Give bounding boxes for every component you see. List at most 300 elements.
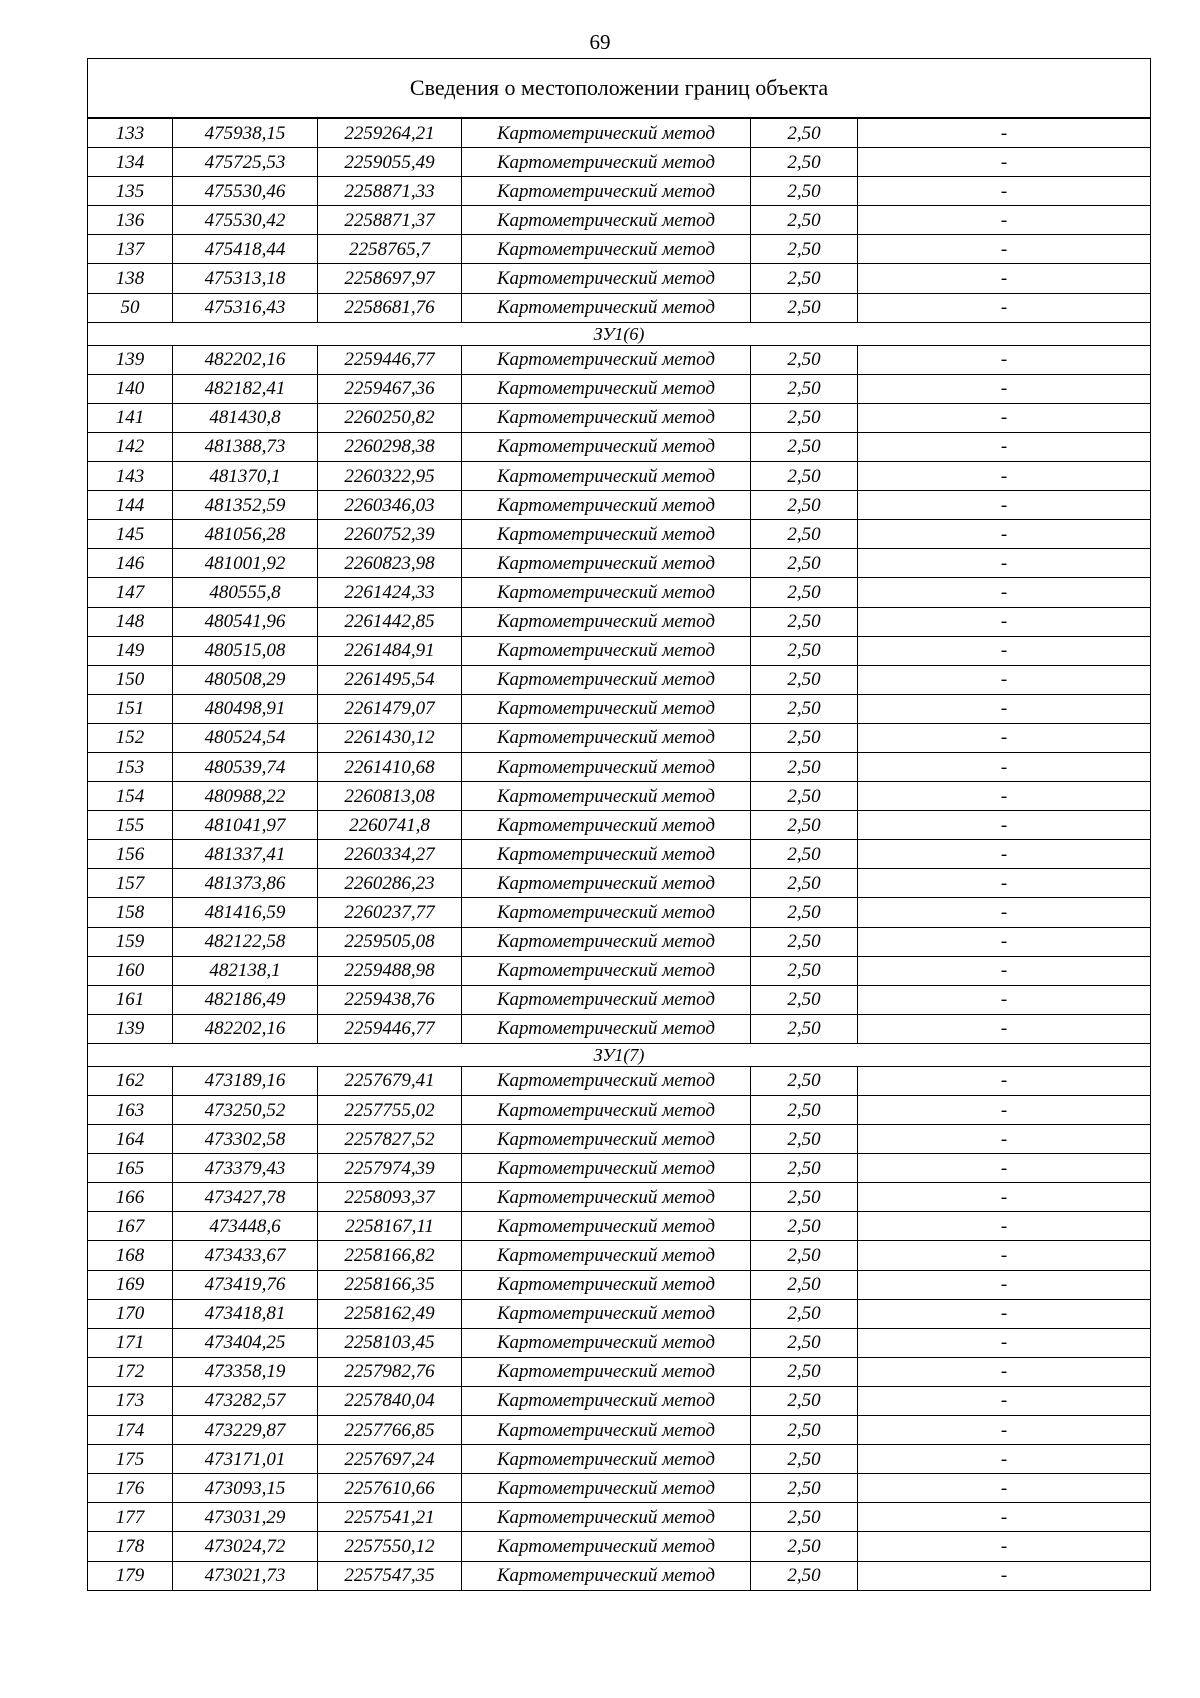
table-row [88,264,1151,293]
description-cell: - [858,1328,1151,1357]
description-cell: - [858,840,1151,869]
x-coordinate-cell: 473229,87 [173,1416,318,1445]
point-number-cell: 172 [88,1357,173,1386]
x-coordinate-cell: 482138,1 [173,956,318,985]
x-coordinate-cell: 473302,58 [173,1125,318,1154]
method-cell: Картометрический метод [462,1386,751,1415]
y-coordinate-cell: 2260298,38 [318,432,462,461]
point-number-cell: 174 [88,1416,173,1445]
x-coordinate-cell: 480988,22 [173,782,318,811]
accuracy-cell: 2,50 [751,1096,858,1125]
point-number-cell: 161 [88,985,173,1014]
x-coordinate-cell: 475938,15 [173,118,318,148]
table-row [88,374,1151,403]
y-coordinate-cell: 2258162,49 [318,1299,462,1328]
point-number-cell: 168 [88,1241,173,1270]
x-coordinate-cell: 473418,81 [173,1299,318,1328]
y-coordinate-cell: 2257827,52 [318,1125,462,1154]
method-cell: Картометрический метод [462,1416,751,1445]
method-cell: Картометрический метод [462,1014,751,1043]
accuracy-cell: 2,50 [751,403,858,432]
y-coordinate-cell: 2259446,77 [318,345,462,374]
method-cell: Картометрический метод [462,840,751,869]
x-coordinate-cell: 473282,57 [173,1386,318,1415]
y-coordinate-cell: 2260334,27 [318,840,462,869]
description-cell: - [858,636,1151,665]
table-row [88,293,1151,322]
method-cell: Картометрический метод [462,1270,751,1299]
table-row [88,148,1151,177]
y-coordinate-cell: 2260752,39 [318,520,462,549]
description-cell: - [858,1154,1151,1183]
table-row [88,235,1151,264]
point-number-cell: 137 [88,235,173,264]
description-cell: - [858,1532,1151,1561]
method-cell: Картометрический метод [462,1241,751,1270]
table-row [88,549,1151,578]
accuracy-cell: 2,50 [751,549,858,578]
x-coordinate-cell: 481388,73 [173,432,318,461]
x-coordinate-cell: 480524,54 [173,723,318,752]
point-number-cell: 140 [88,374,173,403]
method-cell: Картометрический метод [462,374,751,403]
description-cell: - [858,549,1151,578]
x-coordinate-cell: 481370,1 [173,462,318,491]
point-number-cell: 154 [88,782,173,811]
table-row [88,782,1151,811]
y-coordinate-cell: 2261442,85 [318,607,462,636]
accuracy-cell: 2,50 [751,956,858,985]
accuracy-cell: 2,50 [751,1270,858,1299]
x-coordinate-cell: 480498,91 [173,694,318,723]
method-cell: Картометрический метод [462,578,751,607]
section-label: ЗУ1(6) [88,322,1151,345]
y-coordinate-cell: 2258103,45 [318,1328,462,1357]
accuracy-cell: 2,50 [751,1014,858,1043]
table-row [88,1014,1151,1043]
accuracy-cell: 2,50 [751,723,858,752]
accuracy-cell: 2,50 [751,1125,858,1154]
accuracy-cell: 2,50 [751,1066,858,1095]
description-cell: - [858,462,1151,491]
method-cell: Картометрический метод [462,520,751,549]
table-row [88,869,1151,898]
x-coordinate-cell: 473427,78 [173,1183,318,1212]
accuracy-cell: 2,50 [751,752,858,781]
x-coordinate-cell: 480539,74 [173,752,318,781]
x-coordinate-cell: 473419,76 [173,1270,318,1299]
point-number-cell: 171 [88,1328,173,1357]
method-cell: Картометрический метод [462,345,751,374]
point-number-cell: 150 [88,665,173,694]
accuracy-cell: 2,50 [751,1386,858,1415]
method-cell: Картометрический метод [462,956,751,985]
x-coordinate-cell: 482122,58 [173,927,318,956]
accuracy-cell: 2,50 [751,1445,858,1474]
accuracy-cell: 2,50 [751,1299,858,1328]
description-cell: - [858,694,1151,723]
x-coordinate-cell: 482202,16 [173,1014,318,1043]
accuracy-cell: 2,50 [751,1532,858,1561]
y-coordinate-cell: 2257697,24 [318,1445,462,1474]
description-cell: - [858,956,1151,985]
point-number-cell: 179 [88,1561,173,1590]
accuracy-cell: 2,50 [751,811,858,840]
table-row [88,1357,1151,1386]
table-row [88,520,1151,549]
x-coordinate-cell: 475316,43 [173,293,318,322]
method-cell: Картометрический метод [462,1096,751,1125]
method-cell: Картометрический метод [462,148,751,177]
description-cell: - [858,177,1151,206]
description-cell: - [858,811,1151,840]
x-coordinate-cell: 481430,8 [173,403,318,432]
y-coordinate-cell: 2260286,23 [318,869,462,898]
y-coordinate-cell: 2257541,21 [318,1503,462,1532]
accuracy-cell: 2,50 [751,665,858,694]
method-cell: Картометрический метод [462,403,751,432]
description-cell: - [858,374,1151,403]
table-row [88,1445,1151,1474]
point-number-cell: 158 [88,898,173,927]
accuracy-cell: 2,50 [751,235,858,264]
method-cell: Картометрический метод [462,118,751,148]
y-coordinate-cell: 2260741,8 [318,811,462,840]
point-number-cell: 145 [88,520,173,549]
table-row [88,665,1151,694]
point-number-cell: 164 [88,1125,173,1154]
description-cell: - [858,985,1151,1014]
accuracy-cell: 2,50 [751,869,858,898]
accuracy-cell: 2,50 [751,264,858,293]
accuracy-cell: 2,50 [751,1561,858,1590]
accuracy-cell: 2,50 [751,118,858,148]
point-number-cell: 148 [88,607,173,636]
table-row [88,898,1151,927]
description-cell: - [858,782,1151,811]
table-row [88,1328,1151,1357]
point-number-cell: 147 [88,578,173,607]
y-coordinate-cell: 2261479,07 [318,694,462,723]
accuracy-cell: 2,50 [751,1212,858,1241]
accuracy-cell: 2,50 [751,840,858,869]
table-row [88,177,1151,206]
description-cell: - [858,1125,1151,1154]
point-number-cell: 138 [88,264,173,293]
x-coordinate-cell: 481337,41 [173,840,318,869]
y-coordinate-cell: 2258765,7 [318,235,462,264]
y-coordinate-cell: 2261410,68 [318,752,462,781]
point-number-cell: 142 [88,432,173,461]
table-row [88,1154,1151,1183]
y-coordinate-cell: 2258166,82 [318,1241,462,1270]
table-row [88,927,1151,956]
table-row [88,118,1151,148]
point-number-cell: 144 [88,491,173,520]
table-row [88,462,1151,491]
method-cell: Картометрический метод [462,1503,751,1532]
table-row [88,403,1151,432]
y-coordinate-cell: 2259264,21 [318,118,462,148]
point-number-cell: 152 [88,723,173,752]
description-cell: - [858,345,1151,374]
point-number-cell: 175 [88,1445,173,1474]
accuracy-cell: 2,50 [751,206,858,235]
y-coordinate-cell: 2260346,03 [318,491,462,520]
section-header-row [88,322,1151,345]
accuracy-cell: 2,50 [751,1183,858,1212]
y-coordinate-cell: 2258871,37 [318,206,462,235]
point-number-cell: 151 [88,694,173,723]
table-row [88,985,1151,1014]
y-coordinate-cell: 2259488,98 [318,956,462,985]
x-coordinate-cell: 480515,08 [173,636,318,665]
y-coordinate-cell: 2259446,77 [318,1014,462,1043]
page-number: 69 [589,30,611,54]
x-coordinate-cell: 475725,53 [173,148,318,177]
x-coordinate-cell: 473031,29 [173,1503,318,1532]
table-row [88,1561,1151,1590]
y-coordinate-cell: 2258681,76 [318,293,462,322]
x-coordinate-cell: 475313,18 [173,264,318,293]
description-cell: - [858,1357,1151,1386]
method-cell: Картометрический метод [462,549,751,578]
method-cell: Картометрический метод [462,782,751,811]
description-cell: - [858,403,1151,432]
x-coordinate-cell: 481041,97 [173,811,318,840]
x-coordinate-cell: 473448,6 [173,1212,318,1241]
table-row [88,345,1151,374]
y-coordinate-cell: 2257550,12 [318,1532,462,1561]
point-number-cell: 173 [88,1386,173,1415]
x-coordinate-cell: 481373,86 [173,869,318,898]
x-coordinate-cell: 473021,73 [173,1561,318,1590]
description-cell: - [858,235,1151,264]
point-number-cell: 139 [88,1014,173,1043]
description-cell: - [858,148,1151,177]
description-cell: - [858,264,1151,293]
point-number-cell: 50 [88,293,173,322]
point-number-cell: 160 [88,956,173,985]
table-row [88,1532,1151,1561]
description-cell: - [858,1014,1151,1043]
description-cell: - [858,1270,1151,1299]
method-cell: Картометрический метод [462,264,751,293]
method-cell: Картометрический метод [462,1445,751,1474]
accuracy-cell: 2,50 [751,1503,858,1532]
table-row [88,578,1151,607]
y-coordinate-cell: 2261424,33 [318,578,462,607]
y-coordinate-cell: 2258093,37 [318,1183,462,1212]
table-row [88,723,1151,752]
x-coordinate-cell: 473358,19 [173,1357,318,1386]
x-coordinate-cell: 481416,59 [173,898,318,927]
point-number-cell: 149 [88,636,173,665]
method-cell: Картометрический метод [462,811,751,840]
point-number-cell: 159 [88,927,173,956]
point-number-cell: 134 [88,148,173,177]
accuracy-cell: 2,50 [751,345,858,374]
description-cell: - [858,1561,1151,1590]
y-coordinate-cell: 2257547,35 [318,1561,462,1590]
x-coordinate-cell: 480508,29 [173,665,318,694]
accuracy-cell: 2,50 [751,520,858,549]
y-coordinate-cell: 2259055,49 [318,148,462,177]
accuracy-cell: 2,50 [751,491,858,520]
method-cell: Картометрический метод [462,1125,751,1154]
y-coordinate-cell: 2260322,95 [318,462,462,491]
accuracy-cell: 2,50 [751,694,858,723]
method-cell: Картометрический метод [462,927,751,956]
table-row [88,1125,1151,1154]
x-coordinate-cell: 473250,52 [173,1096,318,1125]
accuracy-cell: 2,50 [751,148,858,177]
method-cell: Картометрический метод [462,665,751,694]
accuracy-cell: 2,50 [751,607,858,636]
method-cell: Картометрический метод [462,1561,751,1590]
y-coordinate-cell: 2259438,76 [318,985,462,1014]
y-coordinate-cell: 2260250,82 [318,403,462,432]
table-row [88,1416,1151,1445]
method-cell: Картометрический метод [462,869,751,898]
table-title-row [88,59,1151,119]
x-coordinate-cell: 481056,28 [173,520,318,549]
method-cell: Картометрический метод [462,491,751,520]
point-number-cell: 141 [88,403,173,432]
point-number-cell: 167 [88,1212,173,1241]
method-cell: Картометрический метод [462,898,751,927]
x-coordinate-cell: 482186,49 [173,985,318,1014]
method-cell: Картометрический метод [462,177,751,206]
description-cell: - [858,1503,1151,1532]
point-number-cell: 162 [88,1066,173,1095]
point-number-cell: 156 [88,840,173,869]
description-cell: - [858,665,1151,694]
table-row [88,840,1151,869]
table-row [88,1096,1151,1125]
description-cell: - [858,723,1151,752]
x-coordinate-cell: 473024,72 [173,1532,318,1561]
method-cell: Картометрический метод [462,1299,751,1328]
table-row [88,1066,1151,1095]
y-coordinate-cell: 2257766,85 [318,1416,462,1445]
table-row [88,1386,1151,1415]
table-row [88,811,1151,840]
x-coordinate-cell: 473171,01 [173,1445,318,1474]
accuracy-cell: 2,50 [751,1154,858,1183]
point-number-cell: 153 [88,752,173,781]
description-cell: - [858,1066,1151,1095]
description-cell: - [858,752,1151,781]
description-cell: - [858,927,1151,956]
description-cell: - [858,1183,1151,1212]
method-cell: Картометрический метод [462,1474,751,1503]
x-coordinate-cell: 480555,8 [173,578,318,607]
accuracy-cell: 2,50 [751,293,858,322]
description-cell: - [858,1241,1151,1270]
x-coordinate-cell: 480541,96 [173,607,318,636]
accuracy-cell: 2,50 [751,432,858,461]
method-cell: Картометрический метод [462,462,751,491]
y-coordinate-cell: 2258166,35 [318,1270,462,1299]
x-coordinate-cell: 473189,16 [173,1066,318,1095]
table-row [88,636,1151,665]
table-row [88,956,1151,985]
description-cell: - [858,1299,1151,1328]
accuracy-cell: 2,50 [751,374,858,403]
method-cell: Картометрический метод [462,607,751,636]
point-number-cell: 136 [88,206,173,235]
point-number-cell: 176 [88,1474,173,1503]
point-number-cell: 169 [88,1270,173,1299]
table-row [88,1270,1151,1299]
table-body [88,59,1151,1591]
table-row [88,206,1151,235]
y-coordinate-cell: 2258167,11 [318,1212,462,1241]
method-cell: Картометрический метод [462,1357,751,1386]
method-cell: Картометрический метод [462,206,751,235]
method-cell: Картометрический метод [462,1328,751,1357]
method-cell: Картометрический метод [462,694,751,723]
accuracy-cell: 2,50 [751,782,858,811]
table-row [88,1241,1151,1270]
y-coordinate-cell: 2260237,77 [318,898,462,927]
method-cell: Картометрический метод [462,235,751,264]
description-cell: - [858,1386,1151,1415]
x-coordinate-cell: 481352,59 [173,491,318,520]
y-coordinate-cell: 2261484,91 [318,636,462,665]
description-cell: - [858,1474,1151,1503]
method-cell: Картометрический метод [462,432,751,461]
accuracy-cell: 2,50 [751,177,858,206]
accuracy-cell: 2,50 [751,1357,858,1386]
description-cell: - [858,432,1151,461]
table-row [88,1299,1151,1328]
description-cell: - [858,869,1151,898]
method-cell: Картометрический метод [462,1066,751,1095]
x-coordinate-cell: 473433,67 [173,1241,318,1270]
method-cell: Картометрический метод [462,1183,751,1212]
method-cell: Картометрический метод [462,1532,751,1561]
y-coordinate-cell: 2260813,08 [318,782,462,811]
accuracy-cell: 2,50 [751,1328,858,1357]
description-cell: - [858,293,1151,322]
accuracy-cell: 2,50 [751,898,858,927]
y-coordinate-cell: 2258697,97 [318,264,462,293]
accuracy-cell: 2,50 [751,927,858,956]
method-cell: Картометрический метод [462,1154,751,1183]
description-cell: - [858,1416,1151,1445]
method-cell: Картометрический метод [462,636,751,665]
table-row [88,1212,1151,1241]
y-coordinate-cell: 2257840,04 [318,1386,462,1415]
method-cell: Картометрический метод [462,985,751,1014]
x-coordinate-cell: 475418,44 [173,235,318,264]
x-coordinate-cell: 473093,15 [173,1474,318,1503]
description-cell: - [858,1445,1151,1474]
table-row [88,1503,1151,1532]
x-coordinate-cell: 482202,16 [173,345,318,374]
point-number-cell: 178 [88,1532,173,1561]
description-cell: - [858,1212,1151,1241]
x-coordinate-cell: 481001,92 [173,549,318,578]
table-row [88,491,1151,520]
method-cell: Картометрический метод [462,1212,751,1241]
section-label: ЗУ1(7) [88,1043,1151,1066]
x-coordinate-cell: 475530,46 [173,177,318,206]
method-cell: Картометрический метод [462,293,751,322]
description-cell: - [858,118,1151,148]
